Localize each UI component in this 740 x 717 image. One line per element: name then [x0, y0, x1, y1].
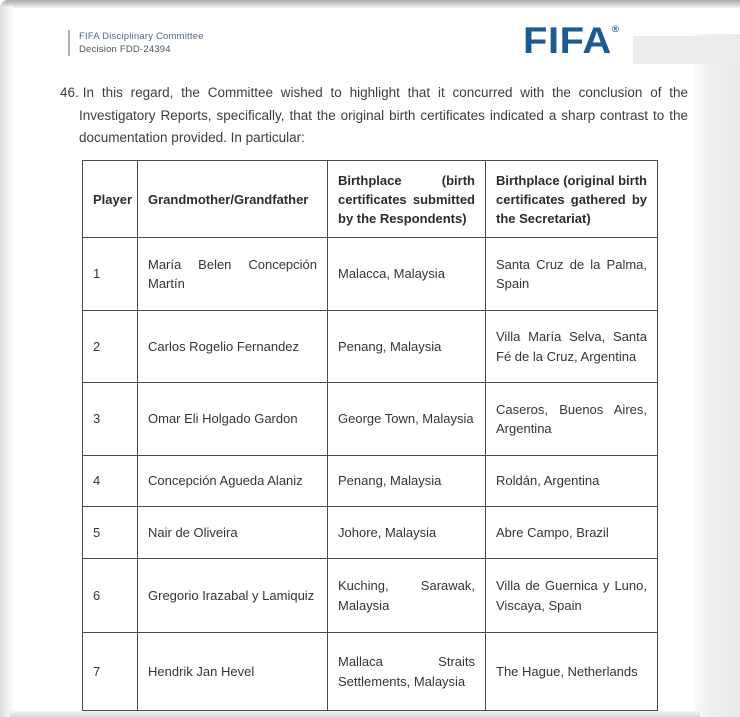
player-number-cell: 2 [83, 311, 138, 383]
decision-number: Decision FDD-24394 [79, 44, 171, 55]
committee-name: FIFA Disciplinary Committee [79, 31, 204, 42]
birthplace-submitted-cell: Penang, Malaysia [328, 311, 486, 383]
birthplace-original-cell: Caseros, Buenos Aires, Argentina [486, 383, 658, 456]
grandparent-name-cell: María Belen Concepción Martín [138, 238, 328, 311]
player-number-cell: 1 [83, 238, 138, 311]
col-header-player: Player [83, 161, 138, 238]
grandparent-name-cell: Gregorio Irazabal y Lamiquiz [138, 559, 328, 633]
fifa-logo [523, 22, 619, 60]
grandparent-name-cell: Hendrik Jan Hevel [138, 633, 328, 711]
table-header [83, 161, 658, 238]
birthplace-submitted-cell: George Town, Malaysia [328, 383, 486, 456]
birthplace-original-cell: Villa María Selva, Santa Fé de la Cruz, Argentina [486, 311, 658, 383]
table-row [83, 238, 658, 311]
table-body [83, 238, 658, 711]
grandparent-name-cell: Omar Eli Holgado Gardon [138, 383, 328, 456]
registered-trademark-mark: ® [611, 24, 619, 34]
player-number-cell: 6 [83, 559, 138, 633]
birthplace-submitted-cell: Kuching, Sarawak, Malaysia [328, 559, 486, 633]
table-row [83, 559, 658, 633]
paragraph-number: 46. [60, 85, 79, 100]
grandparent-name-cell: Carlos Rogelio Fernandez [138, 311, 328, 383]
player-number-cell: 3 [83, 383, 138, 456]
player-number-cell: 7 [83, 633, 138, 711]
photo-edge-right [695, 34, 740, 717]
paragraph-text: In this regard, the Committee wished to highlight that it concurred with the conclusion of the Investigatory Reports, specifically, that the original birth certificates indicated a sharp contrast to the documentation provided. In particular: [79, 85, 688, 145]
table-row [83, 507, 658, 559]
photo-edge-bottom [10, 711, 700, 717]
birthplace-submitted-cell: Johore, Malaysia [328, 507, 486, 559]
photo-edge-left [0, 6, 13, 717]
fifa-wordmark: FIFA [523, 20, 612, 61]
photo-edge-top [0, 0, 740, 8]
col-header-grandparent: Grandmother/Grandfather [138, 161, 328, 238]
birthplace-original-cell: Abre Campo, Brazil [486, 507, 658, 559]
paragraph-46 [60, 82, 688, 150]
grandparent-name-cell: Nair de Oliveira [138, 507, 328, 559]
birthplace-comparison-table [82, 160, 658, 711]
table-header-row [83, 161, 658, 238]
birthplace-original-cell: The Hague, Netherlands [486, 633, 658, 711]
table-row [83, 456, 658, 507]
header-gray-bar [633, 36, 740, 64]
birthplace-original-cell: Villa de Guernica y Luno, Viscaya, Spain [486, 559, 658, 633]
birthplace-submitted-cell: Penang, Malaysia [328, 456, 486, 507]
col-header-birthplace-original: Birthplace (original birth certificates gathered by the Secretariat) [486, 161, 658, 238]
table-row [83, 383, 658, 456]
table-row [83, 633, 658, 711]
birthplace-original-cell: Santa Cruz de la Palma, Spain [486, 238, 658, 311]
col-header-birthplace-submitted: Birthplace (birth certificates submitted by the Respondents) [328, 161, 486, 238]
meta-divider [68, 30, 70, 56]
player-number-cell: 4 [83, 456, 138, 507]
grandparent-name-cell: Concepción Agueda Alaniz [138, 456, 328, 507]
player-number-cell: 5 [83, 507, 138, 559]
document-meta [68, 30, 204, 56]
birthplace-submitted-cell: Mallaca Straits Settlements, Malaysia [328, 633, 486, 711]
birthplace-submitted-cell: Malacca, Malaysia [328, 238, 486, 311]
birthplace-original-cell: Roldán, Argentina [486, 456, 658, 507]
table-row [83, 311, 658, 383]
